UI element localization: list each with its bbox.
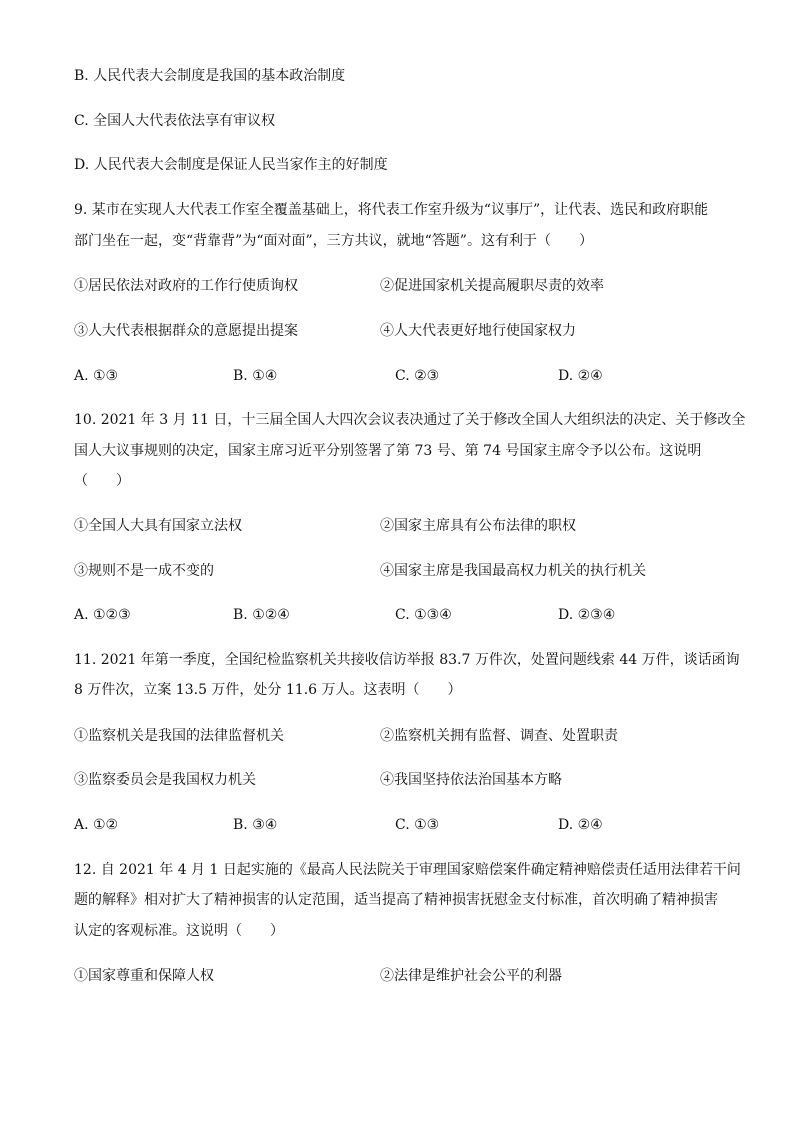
q10-statement-3: ③规则不是一成不变的 [74,563,214,579]
q11-choices [74,815,634,835]
q11-stem-line-1: 11. 2021 年第一季度，全国纪检监察机关共接收信访举报 83.7 万件次，处置问题线索 44 万件，谈话函询 [74,652,740,668]
q10-stem-line-2: 国人大议事规则的决定，国家主席习近平分别签署了第 73 号、第 74 号国家主席令予以公布。这说明 [74,443,702,459]
q9-choices [74,366,634,386]
q9-stem-line-1: 9. 某市在实现人大代表工作室全覆盖基础上，将代表工作室升级为“议事厅”，让代表、选民和政府职能 [74,202,709,218]
q9-choice-c: C. ②③ [395,368,440,384]
q11-statement-2: ②监察机关拥有监督、调查、处置职责 [380,728,618,744]
q10-choice-c: C. ①③④ [395,607,452,623]
q9-statement-2: ②促进国家机关提高履职尽责的效率 [380,278,604,294]
q9-statement-3: ③人大代表根据群众的意愿提出提案 [74,323,298,339]
option-d: D. 人民代表大会制度是保证人民当家作主的好制度 [74,157,388,173]
q10-statement-2: ②国家主席具有公布法律的职权 [380,518,576,534]
option-c: C. 全国人大代表依法享有审议权 [74,113,276,129]
q10-choice-a: A. ①②③ [74,607,131,623]
q11-statement-4: ④我国坚持依法治国基本方略 [380,772,562,788]
q10-statement-1: ①全国人大具有国家立法权 [74,518,242,534]
q12-statement-1: ①国家尊重和保障人权 [74,968,214,984]
q9-choice-a: A. ①③ [74,368,119,384]
q9-choice-b: B. ①④ [233,368,278,384]
q11-statement-3: ③监察委员会是我国权力机关 [74,772,256,788]
q10-choices [74,605,634,625]
q12-stem-line-3: 认定的客观标准。这说明（ ） [74,923,284,939]
q10-choice-d: D. ②③④ [558,607,616,623]
q9-stem-line-2: 部门坐在一起，变“背靠背”为“面对面”，三方共议，就地“答题”。这有利于（ ） [74,233,593,249]
q12-statement-2: ②法律是维护社会公平的利器 [380,968,562,984]
q10-stem-line-1: 10. 2021 年 3 月 11 日，十三届全国人大四次会议表决通过了关于修改全国人大组织法的决定、关于修改全 [74,412,746,428]
q11-choice-a: A. ①② [74,817,119,833]
q9-statement-1: ①居民依法对政府的工作行使质询权 [74,278,298,294]
q9-choice-d: D. ②④ [558,368,603,384]
q11-stem-line-2: 8 万件次，立案 13.5 万件，处分 11.6 万人。这表明（ ） [74,682,462,698]
q11-choice-b: B. ③④ [233,817,278,833]
q11-statement-1: ①监察机关是我国的法律监督机关 [74,728,284,744]
q12-stem-line-1: 12. 自 2021 年 4 月 1 日起实施的《最高人民法院关于审理国家赔偿案件确定精神赔偿责任适用法律若干问 [74,862,741,878]
q10-stem-line-3: （ ） [74,473,130,489]
q9-statement-4: ④人大代表更好地行使国家权力 [380,323,576,339]
q10-choice-b: B. ①②④ [233,607,290,623]
q11-choice-c: C. ①③ [395,817,440,833]
q11-choice-d: D. ②④ [558,817,603,833]
q12-stem-line-2: 题的解释》相对扩大了精神损害的认定范围，适当提高了精神损害抚慰金支付标准，首次明确了精神损害 [74,892,718,908]
option-b: B. 人民代表大会制度是我国的基本政治制度 [74,68,346,84]
q10-statement-4: ④国家主席是我国最高权力机关的执行机关 [380,563,646,579]
